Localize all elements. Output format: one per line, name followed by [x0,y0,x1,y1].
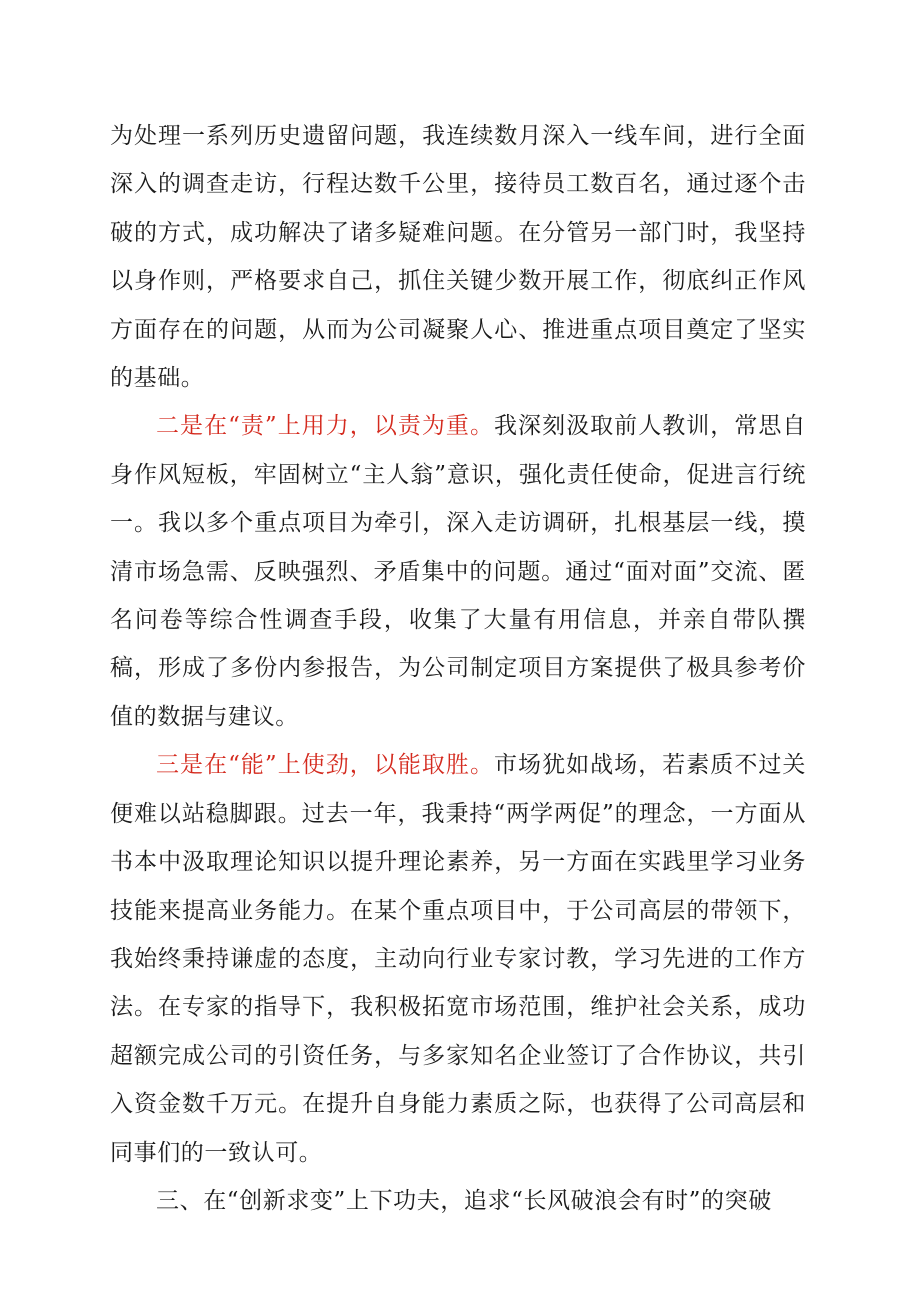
paragraph-continuation [110,112,806,402]
paragraph-heading-red: 二是在“责”上用力，以责为重。 [156,413,494,440]
paragraph-text: 市场犹如战场，若素质不过关便难以站稳脚跟。过去一年，我秉持“两学两促”的理念，一方面从书本中汲取理论知识以提升理论素养，另一方面在实践里学习业务技能来提高业务能力。在某个重点项目中，于公司高层的带领下，我始终秉持谦虚的态度，主动向行业专家讨教，学习先进的工作方法。在专家的指导下，我积极拓宽市场范围，维护社会关系，成功超额完成公司的引资任务，与多家知名企业签订了合作协议，共引入资金数千万元。在提升自身能力素质之际，也获得了公司高层和同事们的一致认可。 [110,752,806,1166]
paragraph-heading-red: 三是在“能”上使劲，以能取胜。 [156,752,494,779]
section-heading-innovation [110,1177,806,1225]
section-heading-text: 三、在“创新求变”上下功夫，追求“长风破浪会有时”的突破 [156,1187,772,1214]
document-body [110,112,806,1225]
paragraph-text: 为处理一系列历史遗留问题，我连续数月深入一线车间，进行全面深入的调查走访，行程达数千公里，接待员工数百名，通过逐个击破的方式，成功解决了诸多疑难问题。在分管另一部门时，我坚持以身作则，严格要求自己，抓住关键少数开展工作，彻底纠正作风方面存在的问题，从而为公司凝聚人心、推进重点项目奠定了坚实的基础。 [110,123,806,392]
paragraph-responsibility [110,402,806,741]
paragraph-ability [110,741,806,1177]
paragraph-text: 我深刻汲取前人教训，常思自身作风短板，牢固树立“主人翁”意识，强化责任使命，促进言行统一。我以多个重点项目为牵引，深入走访调研，扎根基层一线，摸清市场急需、反映强烈、矛盾集中的问题。通过“面对面”交流、匿名问卷等综合性调查手段，收集了大量有用信息，并亲自带队撰稿，形成了多份内参报告，为公司制定项目方案提供了极具参考价值的数据与建议。 [110,413,806,730]
